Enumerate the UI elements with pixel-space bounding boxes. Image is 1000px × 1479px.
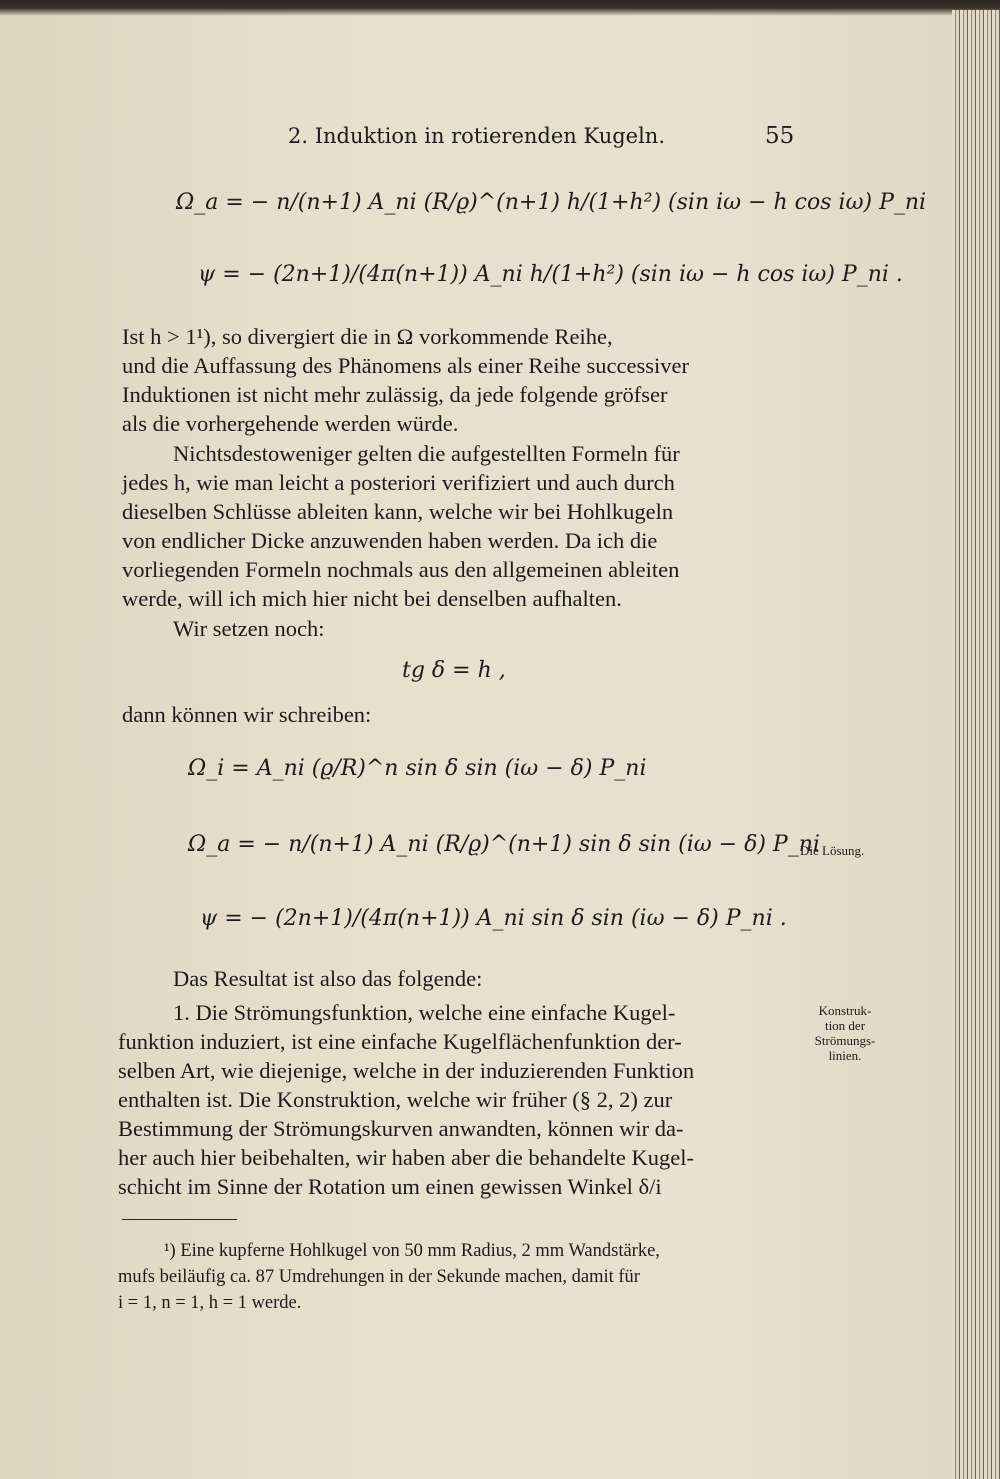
footnote	[118, 1238, 660, 1316]
paragraph-6-line-7: schicht im Sinne der Rotation um einen gewissen Winkel δ/i	[118, 1174, 662, 1199]
paragraph-2-line-1: Nichtsdestoweniger gelten die aufgestellten Formeln für	[173, 441, 680, 466]
footnote-line-1: ¹) Eine kupferne Hohlkugel von 50 mm Radius, 2 mm Wandstärke,	[164, 1241, 660, 1261]
paragraph-5: Das Resultat ist also das folgende:	[173, 966, 483, 991]
equation-omega-a-2: Ω_a = − n/(n+1) A_ni (R/ϱ)^(n+1) sin δ sin (iω − δ) P_ni	[188, 832, 820, 857]
paragraph-6-line-1: 1. Die Strömungsfunktion, welche eine einfache Kugel-	[173, 1000, 676, 1025]
paragraph-2-line-5: vorliegenden Formeln nochmals aus den allgemeinen ableiten	[122, 557, 680, 582]
paragraph-6-line-3: selben Art, wie diejenige, welche in der induzierenden Funktion	[118, 1058, 695, 1083]
equation-psi-1: ψ = − (2n+1)/(4π(n+1)) A_ni h/(1+h²) (sin iω − h cos iω) P_ni .	[198, 262, 903, 287]
paragraph-2-line-4: von endlicher Dicke anzuwenden haben werden. Da ich die	[122, 528, 658, 553]
paragraph-6-line-5: Bestimmung der Strömungskurven anwandten, können wir da-	[118, 1116, 684, 1141]
paragraph-4: dann können wir schreiben:	[122, 702, 372, 727]
paragraph-6-line-4: enthalten ist. Die Konstruktion, welche wir früher (§ 2, 2) zur	[118, 1087, 673, 1112]
margin-note-konstruktion-line-2: tion der	[824, 1018, 866, 1033]
paragraph-2-line-2: jedes h, wie man leicht a posteriori verifiziert und auch durch	[122, 470, 675, 495]
equation-omega-a-1: Ω_a = − n/(n+1) A_ni (R/ϱ)^(n+1) h/(1+h²) (sin iω − h cos iω) P_ni	[176, 190, 927, 215]
equation-psi-2: ψ = − (2n+1)/(4π(n+1)) A_ni sin δ sin (iω − δ) P_ni .	[200, 906, 787, 931]
paragraph-1	[122, 322, 792, 438]
page-number: 55	[765, 123, 795, 149]
page-top-shadow	[0, 0, 1000, 16]
equation-tg-delta: tg δ = h ,	[402, 658, 506, 683]
paragraph-6	[118, 998, 792, 1201]
paragraph-1-line-4: als die vorhergehende werden würde.	[122, 411, 459, 436]
margin-note-konstruktion-line-3: Strömungs-	[814, 1033, 876, 1048]
page-edges-stack	[952, 10, 1000, 1479]
margin-note-loesung: Die Lösung.	[800, 843, 865, 858]
paragraph-3: Wir setzen noch:	[173, 616, 325, 641]
paragraph-1-line-3: Induktionen ist nicht mehr zulässig, da jede folgende gröfser	[122, 382, 668, 407]
paragraph-6-line-2: funktion induziert, ist eine einfache Kugelflächenfunktion der-	[118, 1029, 682, 1054]
paragraph-1-line-1: Ist h > 1¹), so divergiert die in Ω vorkommende Reihe,	[122, 324, 613, 349]
margin-note-konstruktion-line-4: linien.	[828, 1048, 862, 1063]
paragraph-2-line-6: werde, will ich mich hier nicht bei denselben aufhalten.	[122, 586, 622, 611]
running-title: 2. Induktion in rotierenden Kugeln.	[288, 124, 666, 148]
equation-omega-i: Ω_i = A_ni (ϱ/R)^n sin δ sin (iω − δ) P_ni	[188, 756, 647, 781]
footnote-divider	[122, 1219, 237, 1220]
footnote-line-3: i = 1, n = 1, h = 1 werde.	[118, 1293, 302, 1313]
margin-note-konstruktion-line-1: Konstruk-	[818, 1003, 872, 1018]
paragraph-2-line-3: dieselben Schlüsse ableiten kann, welche wir bei Hohlkugeln	[122, 499, 674, 524]
paragraph-1-line-2: und die Auffassung des Phänomens als einer Reihe successiver	[122, 353, 689, 378]
paragraph-2	[122, 439, 792, 613]
margin-note-konstruktion	[800, 1003, 890, 1063]
paragraph-6-line-6: her auch hier beibehalten, wir haben aber die behandelte Kugel-	[118, 1145, 694, 1170]
footnote-line-2: mufs beiläufig ca. 87 Umdrehungen in der Sekunde machen, damit für	[118, 1267, 640, 1287]
